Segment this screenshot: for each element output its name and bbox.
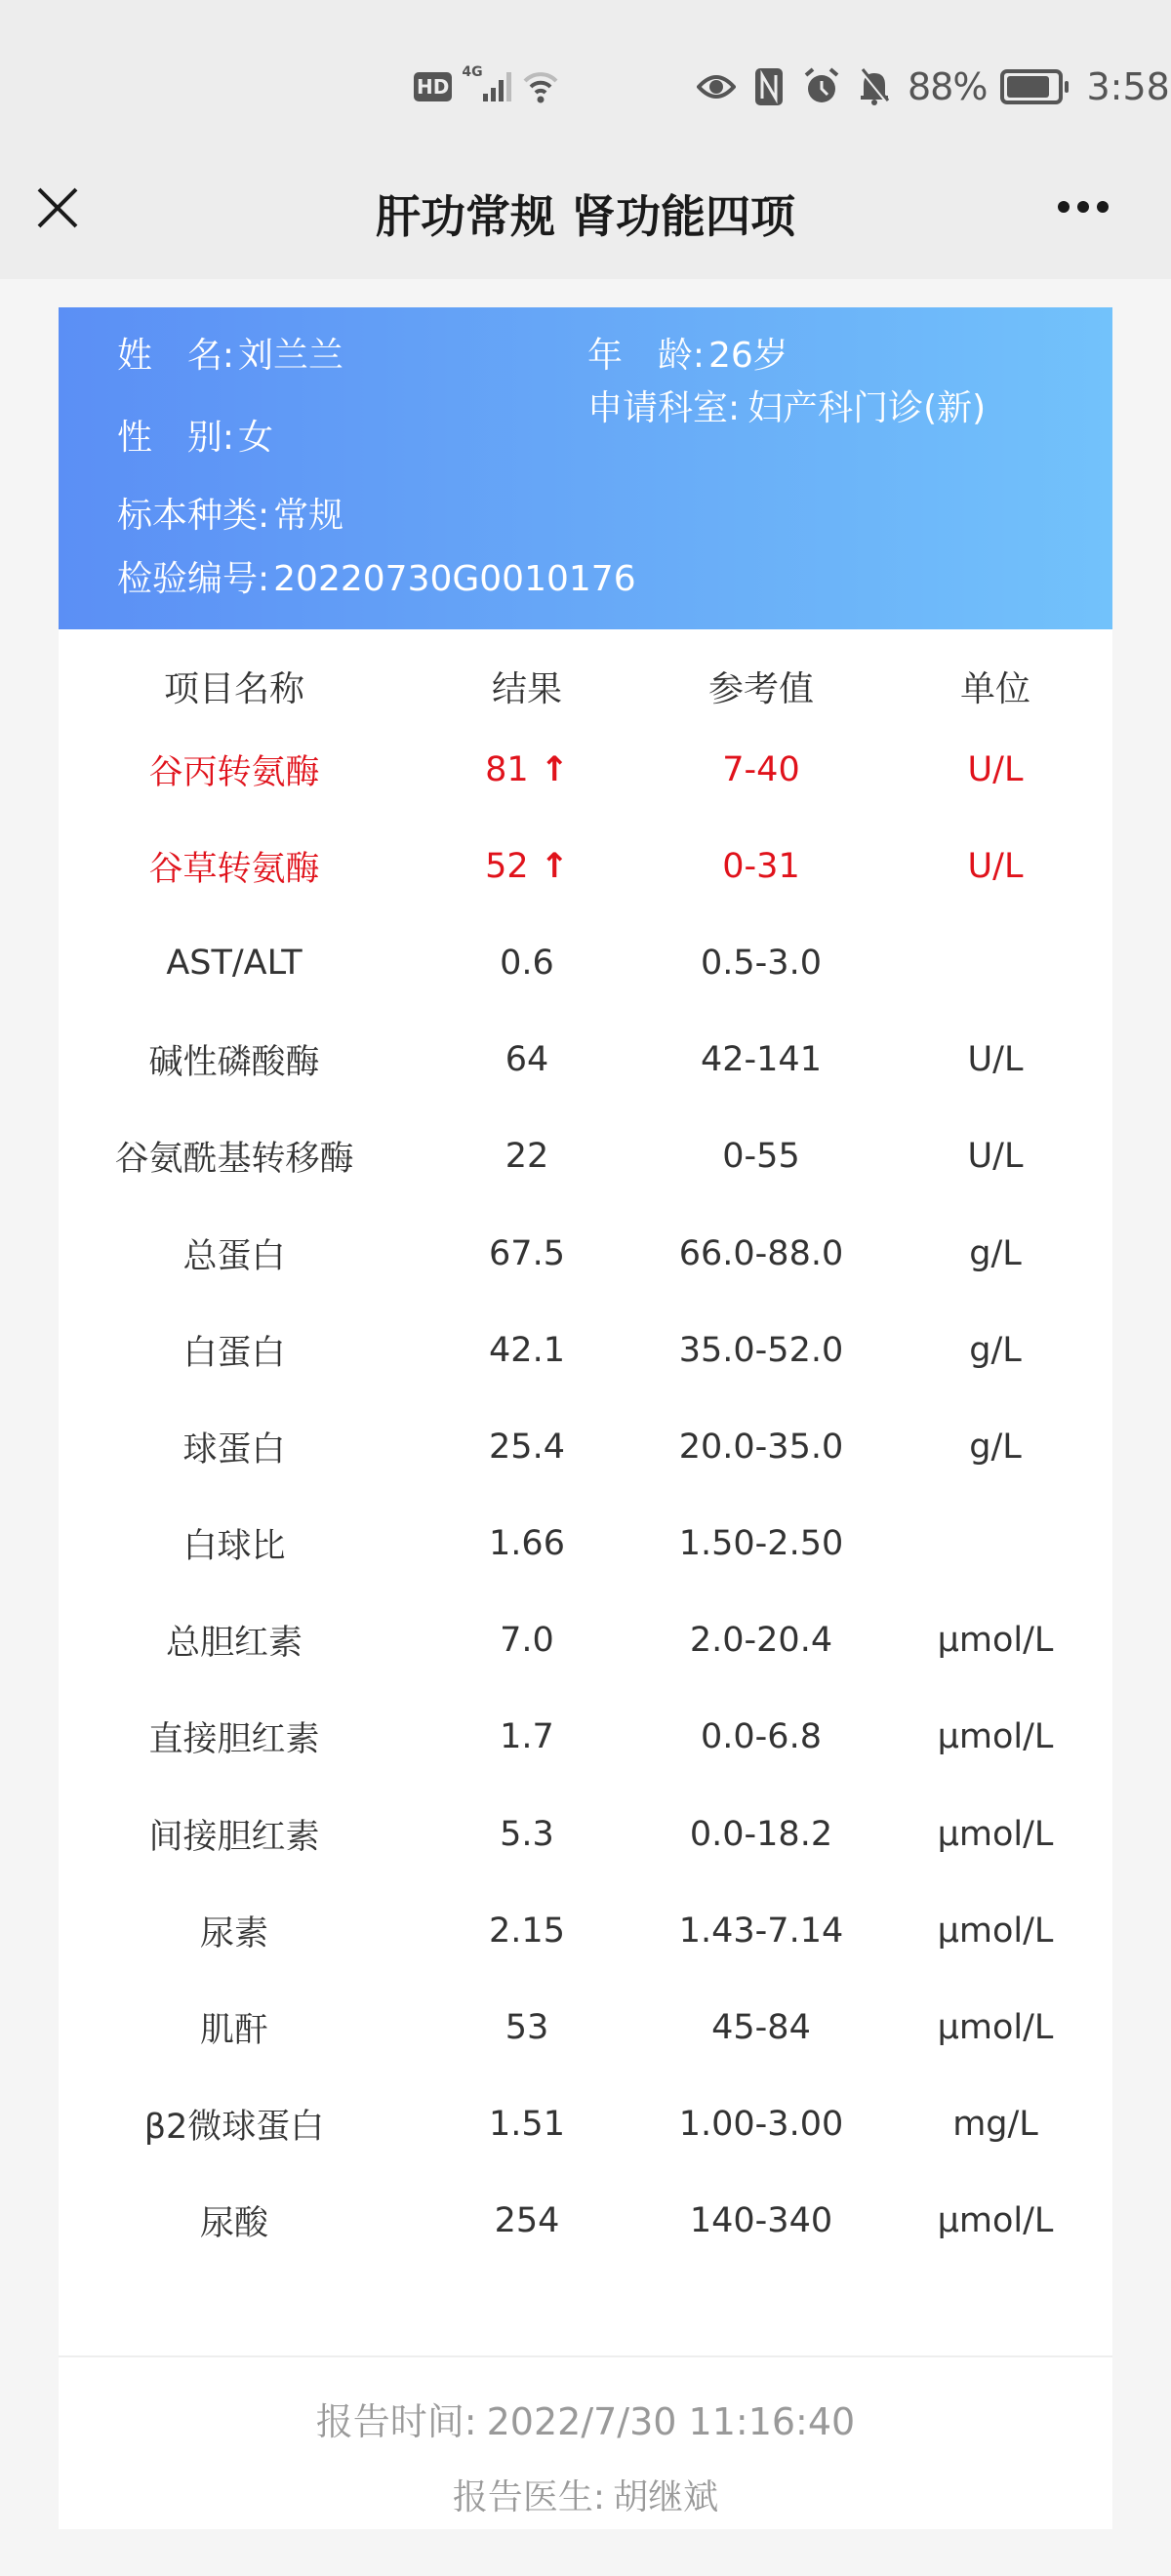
table-row [59, 1786, 1112, 1882]
test-unit: U/L [967, 749, 1024, 789]
test-unit: μmol/L [937, 1621, 1054, 1661]
results-table [59, 721, 1112, 2270]
field-gender: 性 别: 女 [117, 418, 274, 458]
reference-range: 140-340 [689, 2201, 833, 2241]
specimen-type: 常规 [273, 496, 344, 536]
test-unit: U/L [967, 1137, 1024, 1177]
clock: 3:58 [1086, 65, 1170, 108]
reference-range: 7-40 [722, 749, 800, 789]
test-result: 52 ↑ [485, 846, 569, 886]
test-result: 5.3 [500, 1814, 554, 1854]
patient-age: 26岁 [708, 336, 788, 376]
test-name: 直接胆红素 [148, 1720, 320, 1760]
test-name: 间接胆红素 [148, 1817, 320, 1857]
reference-range: 35.0-52.0 [678, 1330, 844, 1370]
table-row [59, 1592, 1112, 1689]
table-row [59, 2173, 1112, 2270]
table-row [59, 1205, 1112, 1302]
page-title: 肝功常规 肾功能四项 [375, 190, 795, 243]
test-name: 碱性磷酸酶 [148, 1043, 320, 1083]
field-department: 申请科室: 妇产科门诊(新) [587, 388, 987, 428]
test-name: 总胆红素 [165, 1624, 303, 1664]
test-name: AST/ALT [166, 943, 303, 983]
test-name: 尿酸 [199, 2204, 268, 2244]
reference-range: 1.43-7.14 [678, 1911, 844, 1951]
arrow-up-icon: ↑ [540, 846, 569, 886]
test-result: 0.6 [500, 943, 554, 983]
table-header [59, 649, 1112, 723]
test-unit: μmol/L [937, 1717, 1054, 1757]
bell-muted-icon [855, 67, 894, 106]
reference-range: 45-84 [711, 2008, 811, 2048]
battery-icon [1000, 69, 1063, 104]
test-result: 1.7 [500, 1717, 554, 1757]
test-result: 67.5 [489, 1233, 565, 1273]
reference-range: 66.0-88.0 [678, 1233, 844, 1273]
patient-info [59, 307, 1112, 629]
col-reference: 参考值 [707, 668, 814, 709]
col-name: 项目名称 [163, 668, 304, 709]
status-bar-left [414, 60, 560, 113]
nfc-icon [749, 67, 788, 106]
test-name: β2微球蛋白 [143, 2108, 325, 2148]
table-row [59, 1108, 1112, 1205]
department: 妇产科门诊(新) [747, 388, 987, 428]
test-unit: U/L [967, 846, 1024, 886]
reference-range: 0-31 [722, 846, 800, 886]
table-row [59, 721, 1112, 818]
table-row [59, 914, 1112, 1011]
test-unit: mg/L [952, 2105, 1038, 2145]
test-result: 25.4 [489, 1427, 565, 1467]
field-name: 姓 名: 刘兰兰 [117, 336, 344, 376]
alarm-icon [802, 67, 841, 106]
test-number: 20220730G0010176 [273, 559, 636, 599]
test-result: 64 [505, 1040, 549, 1080]
more-button[interactable] [1058, 195, 1116, 219]
more-icon [1058, 201, 1070, 213]
test-result: 22 [505, 1137, 549, 1177]
report-doctor: 报告医生: 胡继斌 [452, 2477, 719, 2517]
test-unit: U/L [967, 1040, 1024, 1080]
test-unit: g/L [969, 1330, 1022, 1370]
test-unit: μmol/L [937, 1814, 1054, 1854]
test-name: 球蛋白 [182, 1429, 286, 1469]
arrow-up-icon: ↑ [540, 749, 569, 789]
col-unit: 单位 [959, 668, 1030, 709]
test-unit: g/L [969, 1233, 1022, 1273]
test-result: 1.51 [489, 2105, 565, 2145]
field-specimen: 标本种类: 常规 [117, 496, 344, 536]
test-unit: g/L [969, 1427, 1022, 1467]
reference-range: 1.50-2.50 [678, 1524, 844, 1564]
test-name: 尿素 [199, 1913, 268, 1953]
reference-range: 0.0-18.2 [689, 1814, 833, 1854]
test-name: 总蛋白 [182, 1236, 286, 1276]
table-row [59, 2076, 1112, 2173]
report-time: 报告时间: 2022/7/30 11:16:40 [315, 2400, 856, 2443]
reference-range: 2.0-20.4 [689, 1621, 833, 1661]
divider [59, 2355, 1112, 2357]
reference-range: 42-141 [701, 1040, 822, 1080]
test-name: 谷丙转氨酶 [148, 752, 320, 792]
table-row [59, 818, 1112, 914]
table-row [59, 1012, 1112, 1108]
table-row [59, 1398, 1112, 1495]
table-row [59, 1302, 1112, 1398]
test-result: 254 [494, 2201, 560, 2241]
field-test-no: 检验编号: 20220730G0010176 [117, 559, 636, 599]
test-unit: μmol/L [937, 1911, 1054, 1951]
test-name: 谷氨酰基转移酶 [114, 1140, 354, 1180]
hd-icon: HD [414, 72, 452, 101]
test-name: 白球比 [182, 1527, 286, 1567]
report-card [59, 307, 1112, 2529]
reference-range: 0.0-6.8 [701, 1717, 822, 1757]
table-row [59, 1689, 1112, 1786]
reference-range: 1.00-3.00 [678, 2105, 844, 2145]
reference-range: 20.0-35.0 [678, 1427, 844, 1467]
status-bar-right [697, 60, 1170, 113]
test-result: 53 [505, 2008, 549, 2048]
table-row [59, 1496, 1112, 1592]
patient-gender: 女 [238, 418, 274, 458]
reference-range: 0-55 [722, 1137, 800, 1177]
reference-range: 0.5-3.0 [701, 943, 822, 983]
battery-percent: 88% [908, 65, 988, 108]
test-name: 肌酐 [199, 2011, 268, 2051]
test-name: 谷草转氨酶 [148, 849, 320, 889]
test-result: 42.1 [489, 1330, 565, 1370]
top-bar [0, 0, 1171, 279]
cellular-signal-icon: 4G [462, 72, 511, 101]
table-row [59, 1882, 1112, 1979]
test-result: 2.15 [489, 1911, 565, 1951]
test-name: 白蛋白 [182, 1333, 286, 1373]
wifi-icon [521, 67, 560, 106]
table-row [59, 1979, 1112, 2075]
test-result: 1.66 [489, 1524, 565, 1564]
test-unit: μmol/L [937, 2201, 1054, 2241]
patient-name: 刘兰兰 [238, 336, 344, 376]
col-result: 结果 [491, 668, 562, 709]
test-result: 7.0 [500, 1621, 554, 1661]
test-result: 81 ↑ [485, 749, 569, 789]
field-age: 年 龄: 26岁 [587, 336, 788, 376]
test-unit: μmol/L [937, 2008, 1054, 2048]
eye-icon [697, 67, 736, 106]
